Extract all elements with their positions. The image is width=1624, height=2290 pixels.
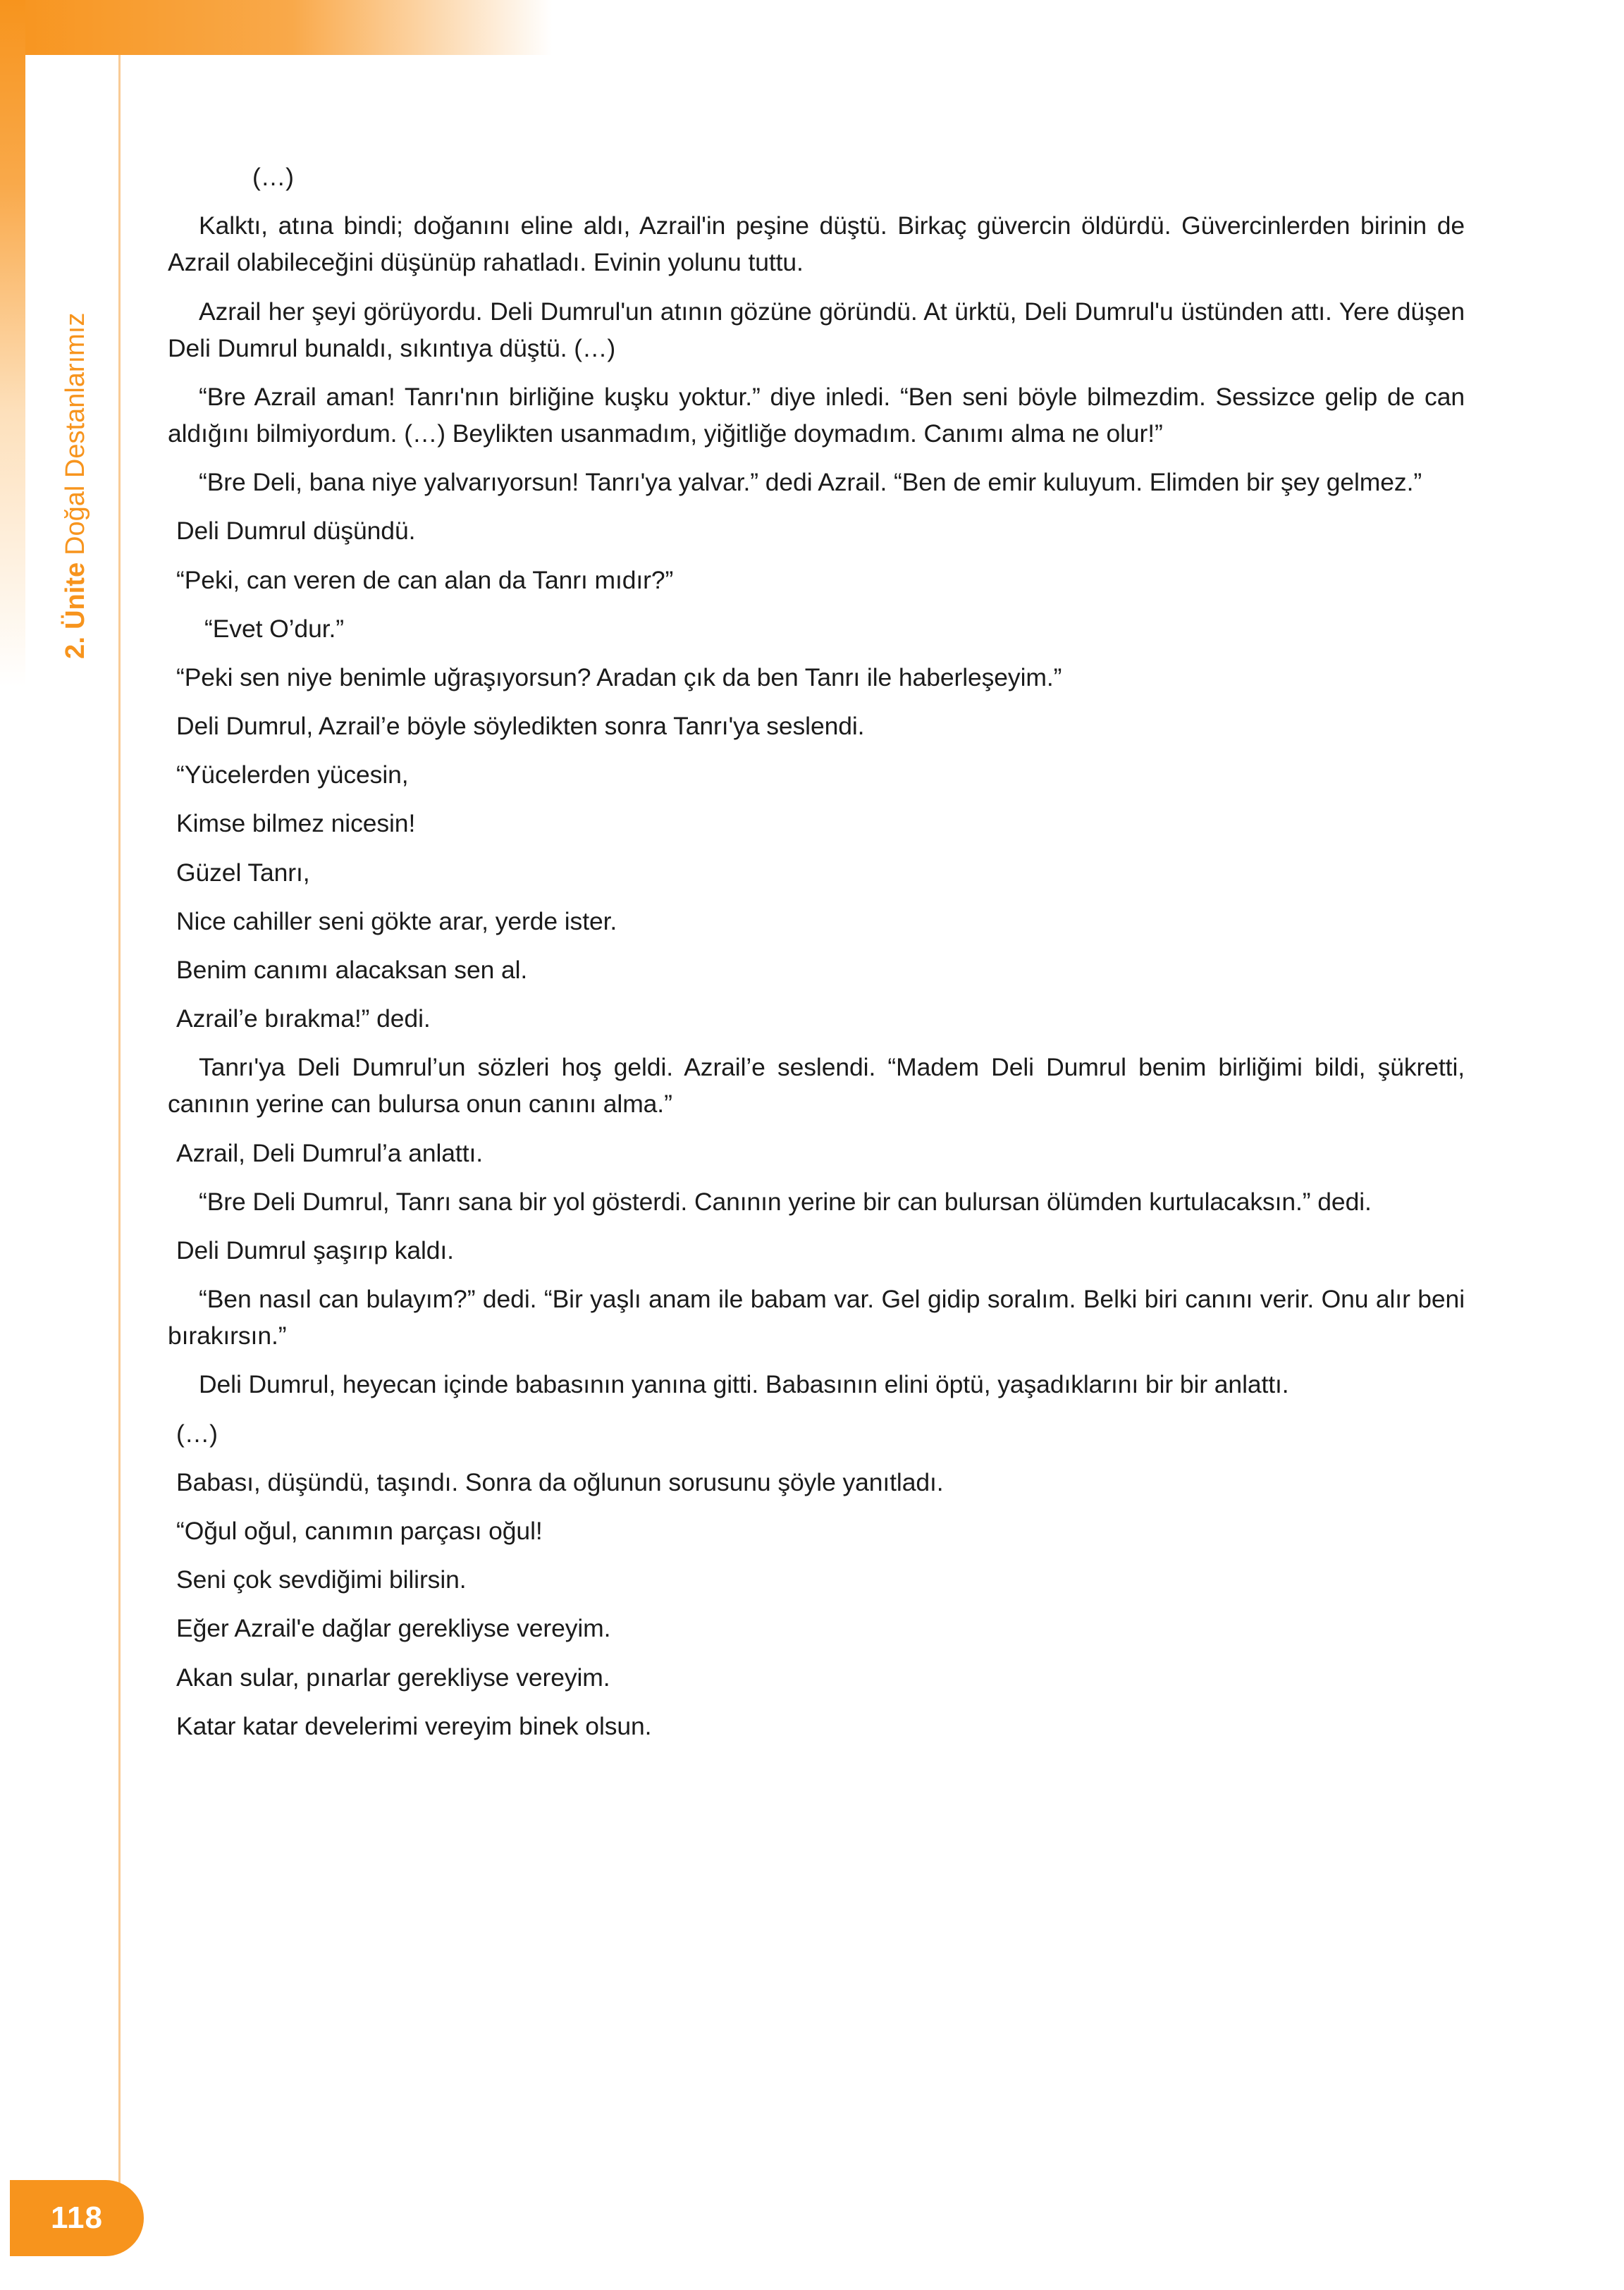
body-paragraph: Tanrı'ya Deli Dumrul’un sözleri hoş geldi. Azrail’e seslendi. “Madem Deli Dumrul benim birliğimi bildi, şükretti, canının yerine can bulursa onun canını alma.” xyxy=(168,1053,1465,1119)
unit-name: Doğal Destanlarımız xyxy=(60,312,90,555)
body-paragraph: Benim canımı alacaksan sen al. xyxy=(176,955,528,984)
body-paragraph: Azrail’e bırakma!” dedi. xyxy=(176,1004,431,1033)
body-paragraph: Deli Dumrul düşündü. xyxy=(176,517,416,546)
page-body xyxy=(168,159,1465,1756)
body-paragraph: “Ben nasıl can bulayım?” dedi. “Bir yaşlı anam ile babam var. Gel gidip soralım. Belki biri canını verir. Onu alır beni bırakırsın.” xyxy=(168,1285,1465,1350)
body-paragraph: Deli Dumrul, heyecan içinde babasının yanına gitti. Babasının elini öptü, yaşadıklarını bir bir anlattı. xyxy=(199,1370,1289,1399)
body-paragraph: Babası, düşündü, taşındı. Sonra da oğlunun sorusunu şöyle yanıtladı. xyxy=(176,1467,944,1496)
body-paragraph: “Bre Deli, bana niye yalvarıyorsun! Tanrı'ya yalvar.” dedi Azrail. “Ben de emir kuluyum. Elimden bir şey gelmez.” xyxy=(199,468,1422,497)
body-paragraph: Azrail her şeyi görüyordu. Deli Dumrul'un atının gözüne göründü. At ürktü, Deli Dumrul'u üstünden attı. Yere düşen Deli Dumrul bunaldı, sıkıntıya düştü. (…) xyxy=(168,297,1465,362)
vertical-rule xyxy=(118,55,121,2198)
body-paragraph: Katar katar develerimi vereyim binek olsun. xyxy=(176,1711,652,1740)
body-paragraph: Deli Dumrul şaşırıp kaldı. xyxy=(176,1236,454,1264)
body-paragraph: “Peki sen niye benimle uğraşıyorsun? Aradan çık da ben Tanrı ile haberleşeyim.” xyxy=(176,663,1062,691)
unit-word: Ünite xyxy=(60,562,90,629)
body-paragraph: “Yücelerden yücesin, xyxy=(176,761,409,789)
body-paragraph: Kimse bilmez nicesin! xyxy=(176,809,416,838)
body-paragraph: “Bre Deli Dumrul, Tanrı sana bir yol gösterdi. Canının yerine bir can bulursan ölümden kurtulacaksın.” dedi. xyxy=(199,1187,1372,1216)
body-paragraph: (…) xyxy=(176,1419,218,1448)
unit-label xyxy=(54,166,97,659)
body-paragraph: “Oğul oğul, canımın parçası oğul! xyxy=(176,1516,543,1545)
body-paragraph: Seni çok sevdiğimi bilirsin. xyxy=(176,1565,467,1594)
page-left-decoration xyxy=(0,0,25,2290)
body-paragraph: “Bre Azrail aman! Tanrı'nın birliğine kuşku yoktur.” diye inledi. “Ben seni böyle bilmezdim. Sessizce gelip de can aldığını bilmiyordum. (…) Beylikten usanmadım, yiğitliğe doymadım. Canımı alma ne olur!” xyxy=(168,382,1465,448)
body-paragraph: Eğer Azrail'e dağlar gerekliyse vereyim. xyxy=(176,1614,611,1643)
body-paragraph: Güzel Tanrı, xyxy=(176,858,310,887)
page-top-decoration xyxy=(0,0,1624,55)
body-paragraph: Deli Dumrul, Azrail’e böyle söyledikten sonra Tanrı'ya seslendi. xyxy=(176,712,865,741)
body-paragraph: Nice cahiller seni gökte arar, yerde ister. xyxy=(176,906,617,935)
body-paragraph: (…) xyxy=(252,163,294,191)
body-paragraph: “Evet O’dur.” xyxy=(204,614,344,643)
body-paragraph: Azrail, Deli Dumrul’a anlattı. xyxy=(176,1138,483,1167)
unit-number: 2. xyxy=(60,636,90,659)
body-paragraph: Kalktı, atına bindi; doğanını eline aldı, Azrail'in peşine düştü. Birkaç güvercin öldürdü. Güvercinlerden birinin de Azrail olabileceğini düşünüp rahatladı. Evinin yolunu tuttu. xyxy=(168,211,1465,277)
body-paragraph: Akan sular, pınarlar gerekliyse vereyim. xyxy=(176,1663,610,1692)
body-paragraph: “Peki, can veren de can alan da Tanrı mıdır?” xyxy=(176,565,674,594)
page-number: 118 xyxy=(51,2200,103,2235)
page-number-badge xyxy=(10,2180,144,2256)
